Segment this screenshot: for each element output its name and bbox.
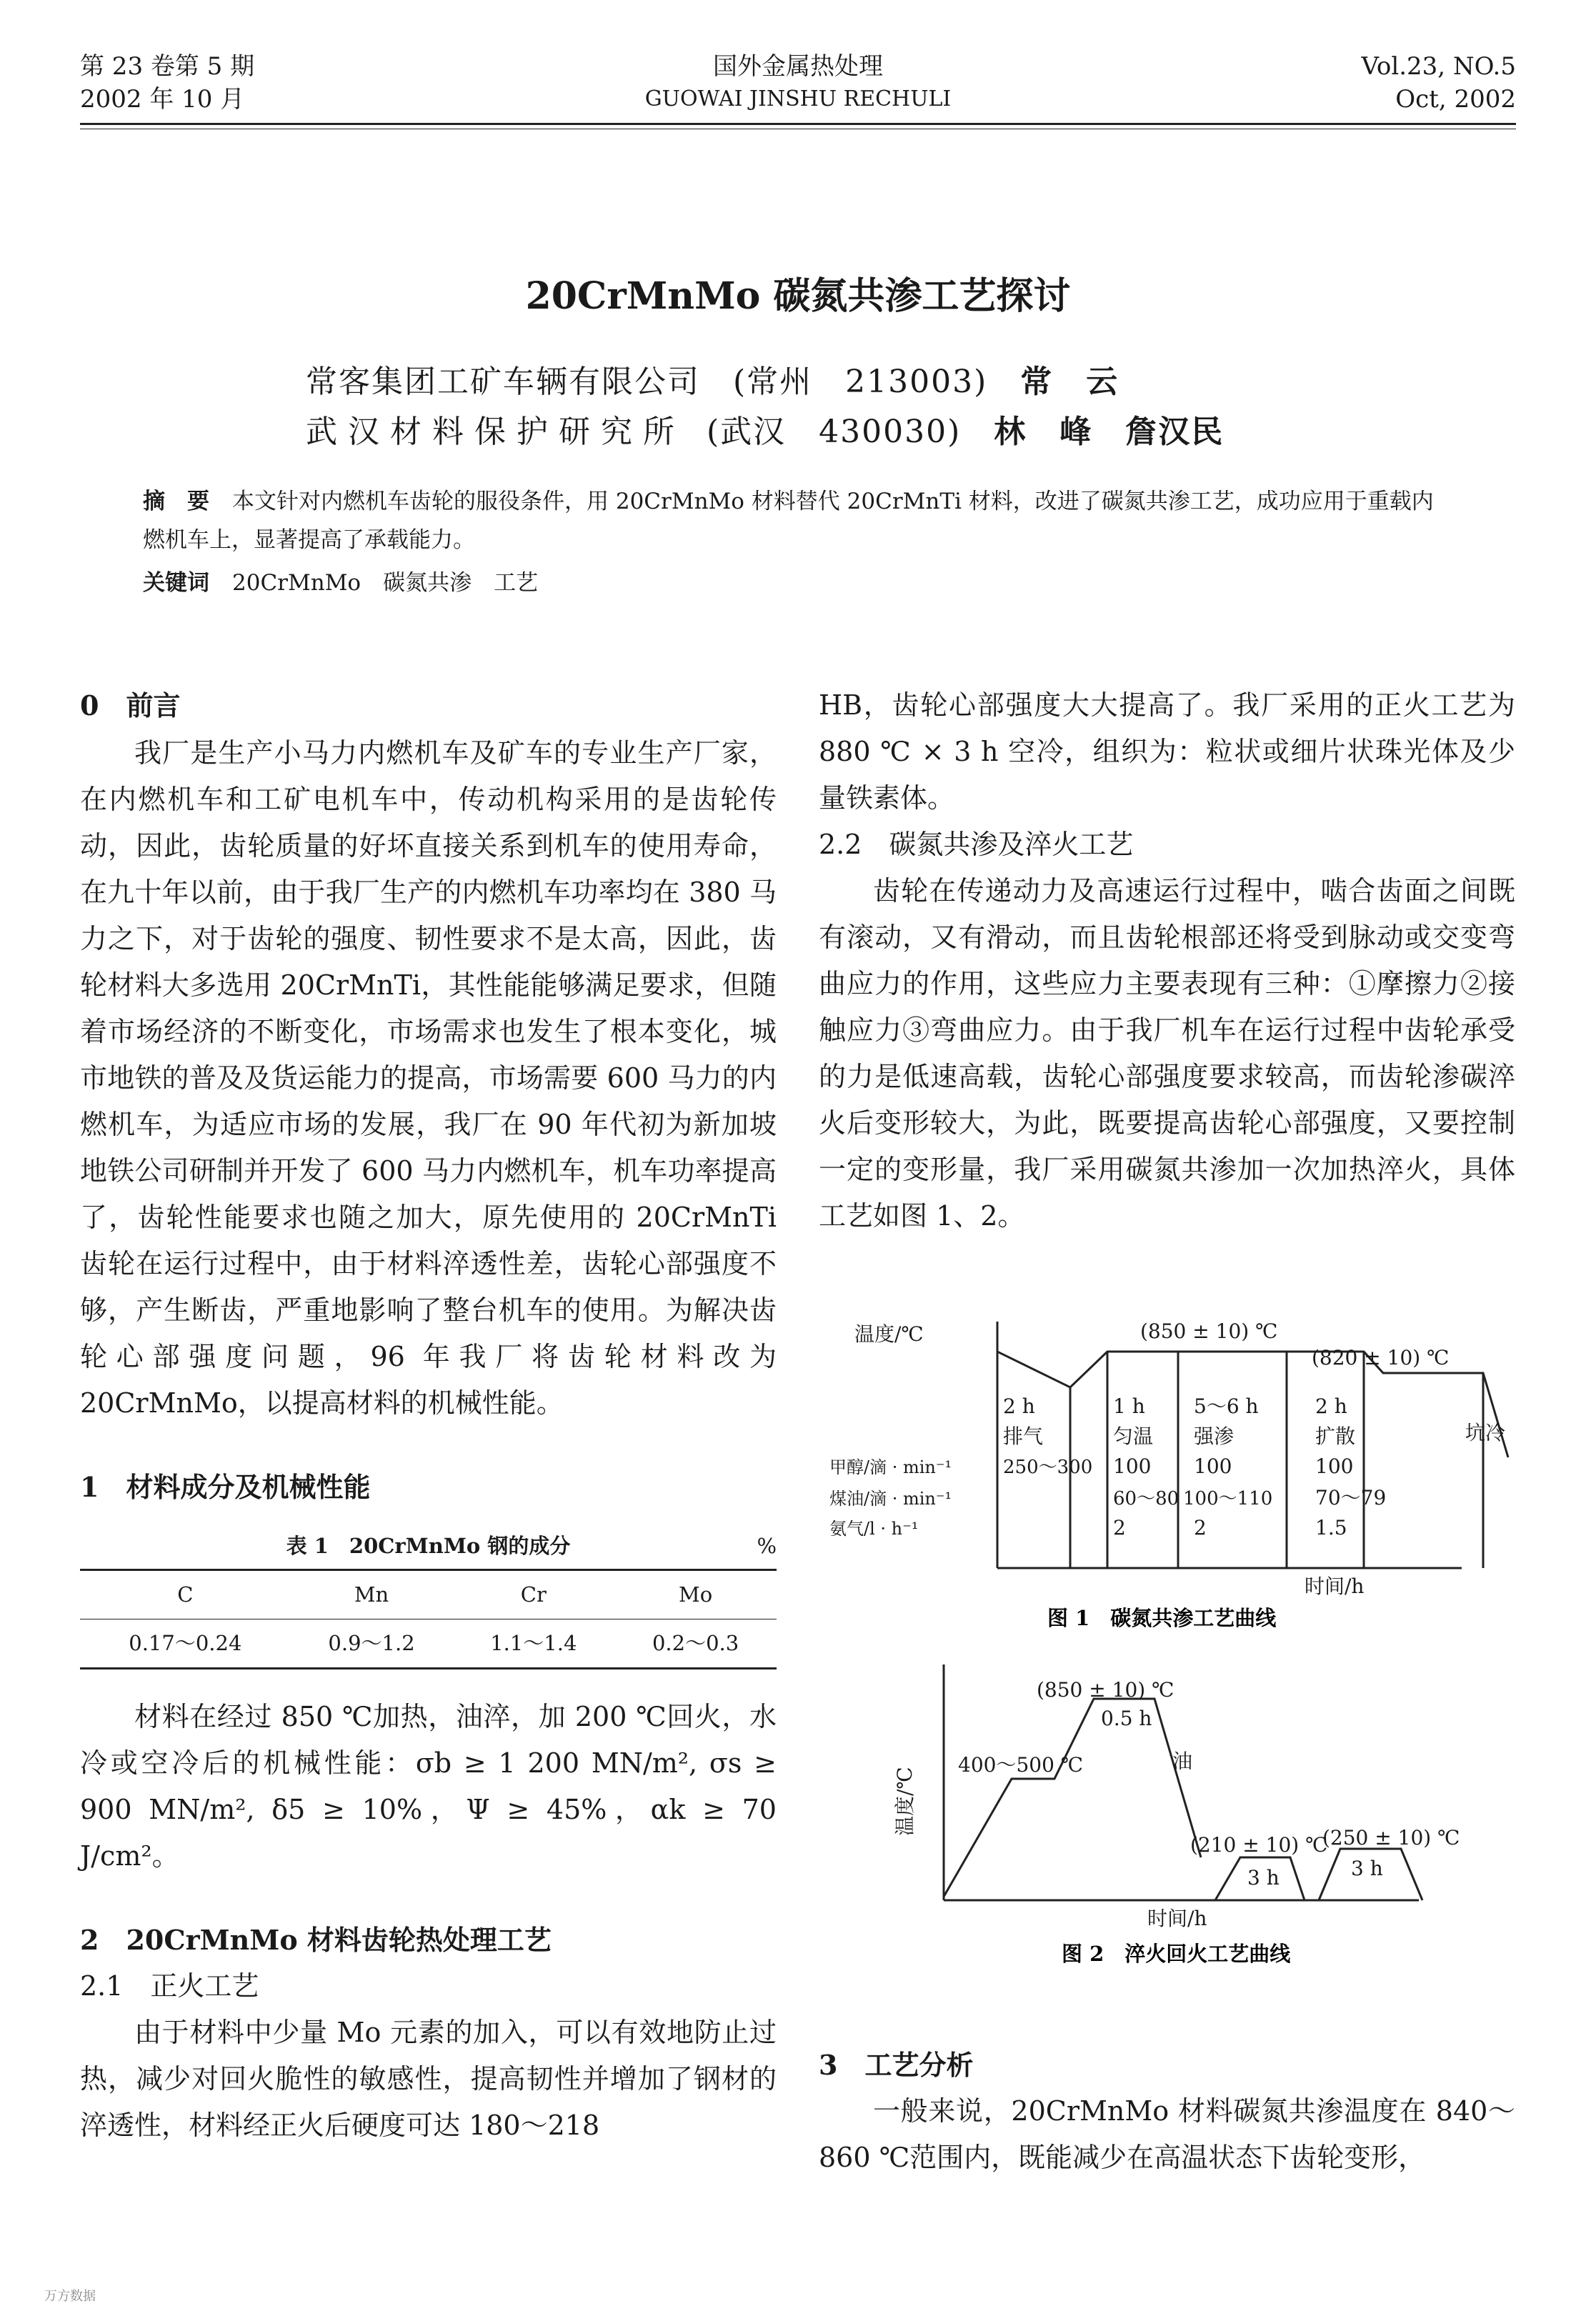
- stage-methanol: 100: [1315, 1454, 1354, 1478]
- subsection-heading: 2.1 正火工艺: [80, 1970, 259, 2002]
- fig2-main-temp: (850 ± 10) ℃: [1037, 1678, 1174, 1702]
- stage-name: 扩散: [1315, 1424, 1356, 1448]
- body-paragraph: 一般来说，20CrMnMo 材料碳氮共渗温度在 840～860 ℃范围内，既能减少在高温状态下齿轮变形，: [819, 2095, 1515, 2173]
- table-cell: 0.2～0.3: [652, 1631, 739, 1655]
- stage-ammonia: 2: [1113, 1516, 1126, 1539]
- fig1-row-label: 氨气/l · h⁻¹: [829, 1519, 919, 1539]
- fig2-quench: 油: [1172, 1750, 1193, 1773]
- issue-volume: 第 23 卷第 5 期: [80, 52, 255, 81]
- table-header-cell: Cr: [520, 1582, 547, 1607]
- fig2-xlabel: 时间/h: [1147, 1907, 1207, 1930]
- table-body: [80, 1569, 777, 1669]
- stage-methanol: 100: [1194, 1454, 1232, 1478]
- stage-time: 2 h: [1315, 1394, 1347, 1418]
- fig1-ylabel: 温度/℃: [854, 1322, 924, 1346]
- fig1-temp-diff: (820 ± 10) ℃: [1312, 1346, 1450, 1369]
- body-paragraph: 我厂是生产小马力内燃机车及矿车的专业生产厂家，在内燃机车和工矿电机车中，传动机构采用的是齿轮传动，因此，齿轮质量的好坏直接关系到机车的使用寿命，在九十年以前，由于我厂生产的内燃机车功率均在 380 马力之下，对于齿轮的强度、韧性要求不是太高，因此，齿轮材料大多选用 20CrMnTi，其性能能够满足要求，但随着市场经济的不断变化，市场需求也发生了根本变化，城市地铁的普及及货运能力的提高，市场需要 600 马力的内燃机车，为适应市场的发展，我厂在 90 年代初为新加坡地铁公司研制并开发了 600 马力内燃机车，机车功率提高了，齿轮性能要求也随之加大，原先使用的 20CrMnTi 齿轮在运行过程中，由于材料淬透性差，齿轮心部强度不够，产生断齿，严重地影响了整台机车的使用。为解决齿轮心部强度问题，96 年我厂将齿轮材料改为 20CrMnMo，以提高材料的机械性能。: [80, 737, 777, 1419]
- header-rule: [80, 123, 1516, 125]
- body-paragraph: 材料在经过 850 ℃加热，油淬，加 200 ℃回火，水冷或空冷后的机械性能：σb ≥ 1 200 MN/m², σs ≥ 900 MN/m², δ5 ≥ 10%，Ψ ≥ 45%，αk ≥ 70 J/cm²。: [80, 1701, 777, 1872]
- volume-number: Vol.23, NO.5: [1361, 52, 1516, 81]
- stage-time: 2 h: [1003, 1394, 1035, 1418]
- fig1-row-label: 甲醇/滴 · min⁻¹: [829, 1457, 952, 1477]
- journal-name-pinyin: GUOWAI JINSHU RECHULI: [644, 86, 952, 111]
- affiliation-loc: (常州 213003): [733, 364, 988, 400]
- body-paragraph: 齿轮在传递动力及高速运行过程中，啮合齿面之间既有滚动，又有滑动，而且齿轮根部还将受到脉动或交变弯曲应力的作用，这些应力主要表现有三种：①摩擦力②接触应力③弯曲应力。由于我厂机车在运行过程中齿轮承受的力是低速高载，齿轮心部强度要求较高，而齿轮渗碳淬火后变形较大，为此，既要提高齿轮心部强度，又要控制一定的变形量，我厂采用碳氮共渗加一次加热淬火，具体工艺如图 1、2。: [819, 875, 1515, 1232]
- stage-kerosene: 60～80: [1113, 1488, 1179, 1509]
- fig1-caption: 图 1 碳氮共渗工艺曲线: [1047, 1606, 1277, 1630]
- left-column: [80, 682, 777, 2149]
- journal-name-cn: 国外金属热处理: [713, 52, 883, 81]
- section-heading: 1 材料成分及机械性能: [80, 1471, 371, 1503]
- fig2-curve: [944, 1699, 1201, 1897]
- table-header-cell: C: [177, 1582, 194, 1607]
- keywords-text: 20CrMnMo 碳氮共渗 工艺: [232, 570, 539, 596]
- table-unit: %: [757, 1534, 777, 1558]
- stage-name: 匀温: [1113, 1424, 1154, 1448]
- figure-2: [819, 1657, 1515, 1993]
- stage-time: 1 h: [1113, 1394, 1145, 1418]
- fig2-temper2-temp: (250 ± 10) ℃: [1322, 1826, 1460, 1850]
- subsection-heading: 2.2 碳氮共渗及淬火工艺: [819, 829, 1134, 860]
- fig1-xlabel: 时间/h: [1305, 1574, 1365, 1598]
- body-paragraph: 由于材料中少量 Mo 元素的加入，可以有效地防止过热，减少对回火脆性的敏感性，提高韧性并增加了钢材的淬透性，材料经正火后硬度可达 180～218: [80, 2017, 777, 2141]
- journal-volume: [1361, 50, 1516, 116]
- paper-title: 20CrMnMo 碳氮共渗工艺探讨: [525, 274, 1071, 318]
- author-names: 常 云: [1020, 364, 1119, 400]
- fig2-temper1-time: 3 h: [1247, 1866, 1280, 1890]
- fig2-caption: 图 2 淬火回火工艺曲线: [1062, 1942, 1291, 1966]
- stage-kerosene: 70～79: [1315, 1486, 1387, 1509]
- journal-name: [584, 50, 1012, 116]
- table-title: 表 1 20CrMnMo 钢的成分: [286, 1534, 571, 1558]
- fig1-end-label: 坑冷: [1465, 1421, 1506, 1444]
- stage-methanol: 250～300: [1003, 1457, 1093, 1478]
- fig2-hold: 0.5 h: [1101, 1707, 1152, 1730]
- fig1-temp-main: (850 ± 10) ℃: [1140, 1319, 1278, 1343]
- stage-ammonia: 1.5: [1315, 1516, 1347, 1539]
- author-names: 林 峰 詹汉民: [994, 414, 1225, 450]
- table-header-cell: Mo: [679, 1582, 713, 1607]
- affiliation-org: 武汉材料保护研究所: [306, 414, 685, 450]
- table-cell: 0.9～1.2: [328, 1631, 415, 1655]
- section-3: [819, 2042, 1515, 2181]
- abstract-text: 本文针对内燃机车齿轮的服役条件，用 20CrMnMo 材料替代 20CrMnTi 材料，改进了碳氮共渗工艺，成功应用于重载内燃机车上，显著提高了承载能力。: [143, 489, 1434, 553]
- table-cell: 1.1～1.4: [490, 1631, 577, 1655]
- keywords-label: 关键词: [143, 570, 209, 596]
- affiliation-2: [306, 407, 1224, 457]
- section-heading: 2 20CrMnMo 材料齿轮热处理工艺: [80, 1924, 552, 1956]
- stage-time: 5～6 h: [1194, 1394, 1259, 1418]
- figure-1: [819, 1307, 1515, 1643]
- stage-name: 排气: [1003, 1424, 1044, 1448]
- table-cell: 0.17～0.24: [129, 1631, 242, 1655]
- affiliations: [306, 357, 1224, 457]
- stage-kerosene: 100～110: [1183, 1488, 1273, 1509]
- right-column: [819, 682, 1515, 1239]
- fig2-temper1-temp: (210 ± 10) ℃: [1190, 1833, 1328, 1857]
- body-paragraph-cont: HB，齿轮心部强度大大提高了。我厂采用的正火工艺为 880 ℃ × 3 h 空冷，组织为：粒状或细片状珠光体及少量铁素体。: [819, 689, 1515, 814]
- fig2-ylabel: 温度/℃: [893, 1767, 917, 1836]
- footer-watermark: 万方数据: [44, 2289, 96, 2304]
- stage-name: 强渗: [1194, 1424, 1235, 1448]
- stage-ammonia: 2: [1194, 1516, 1207, 1539]
- abstract: [143, 482, 1450, 602]
- issue-date: 2002 年 10 月: [80, 85, 245, 114]
- affiliation-org: 常客集团工矿车辆有限公司: [306, 364, 700, 400]
- stage-methanol: 100: [1113, 1454, 1152, 1478]
- affiliation-1: [306, 357, 1224, 407]
- table-header-cell: Mn: [354, 1582, 389, 1607]
- abstract-label: 摘 要: [143, 489, 209, 514]
- fig2-preheat: 400～500 ℃: [958, 1753, 1084, 1777]
- volume-date: Oct, 2002: [1395, 85, 1516, 114]
- fig2-temper2-time: 3 h: [1351, 1857, 1383, 1880]
- fig1-row-label: 煤油/滴 · min⁻¹: [829, 1489, 952, 1509]
- affiliation-loc: (武汉 430030): [707, 414, 962, 450]
- composition-table: [80, 1532, 777, 1669]
- journal-issue: [80, 50, 254, 116]
- section-heading: 0 前言: [80, 689, 181, 722]
- section-heading: 3 工艺分析: [819, 2049, 974, 2081]
